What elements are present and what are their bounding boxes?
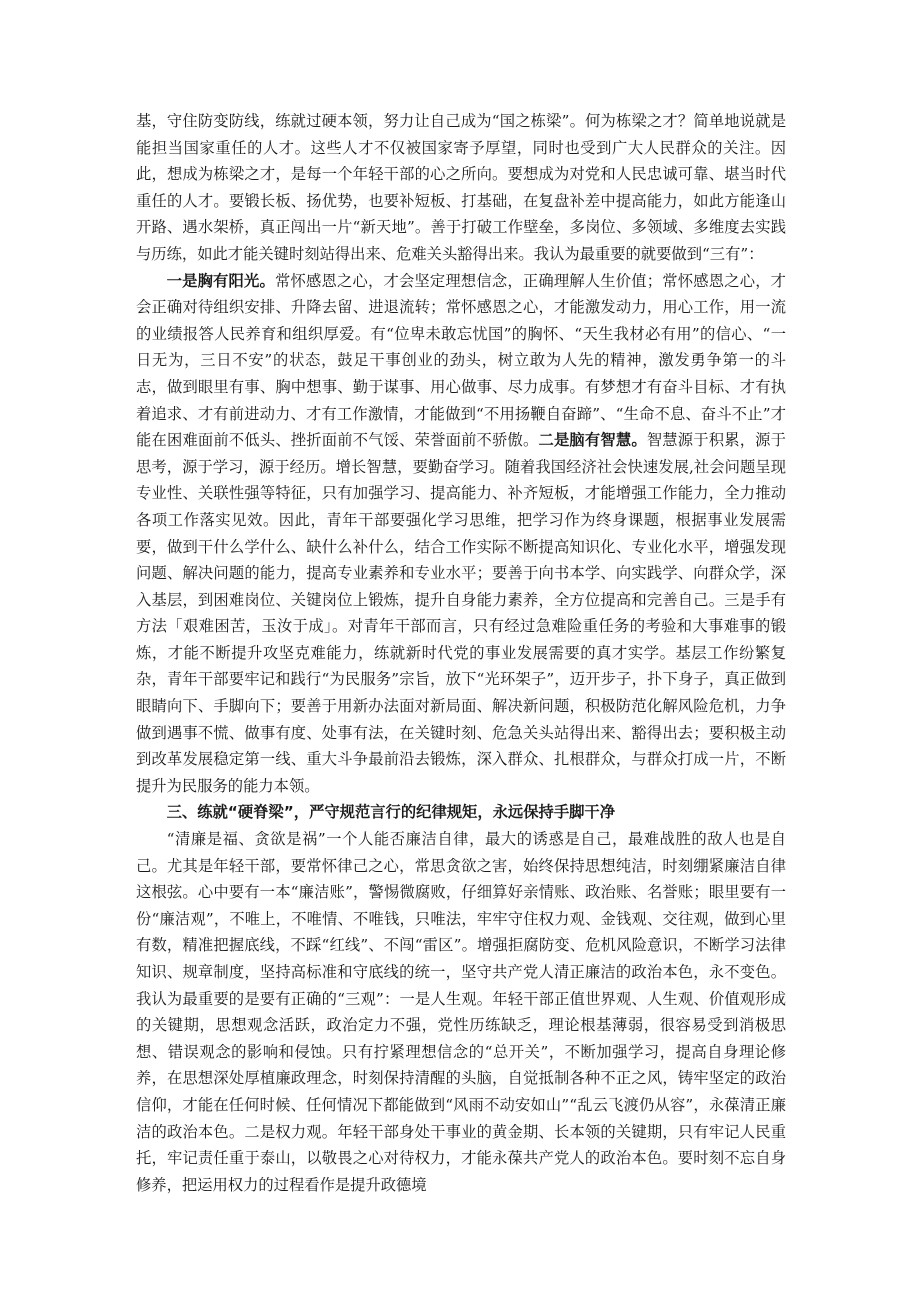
section-three-heading: 三、练就“硬脊梁”，严守规范言行的纪律规矩，永远保持手脚干净 — [166, 803, 616, 822]
point-two-heading: 二是脑有智慧。 — [538, 431, 647, 450]
document-page — [136, 108, 786, 1198]
paragraph-continuation: 基，守住防变防线，练就过硬本领，努力让自己成为“国之栋梁”。何为栋梁之才？简单地说就是能担当国家重任的人才。这些人才不仅被国家寄予厚望，同时也受到广大人民群众的关注。因此，想成为栋梁之才，是每一个年轻干部的心之所向。要想成为对党和人民忠诚可靠、堪当时代重任的人才。要锻长板、扬优势，也要补短板、打基础，在复盘补差中提高能力，如此方能逢山开路、遇水架桥，真正闯出一片“新天地”。善于打破工作壁垒，多岗位、多领域、多维度去实践与历练，如此才能关键时刻站得出来、危难关头豁得出来。我认为最重要的就要做到“三有”： — [136, 112, 786, 263]
paragraph-three-haves — [136, 268, 786, 800]
paragraph-integrity: “清廉是福、贪欲是祸”一个人能否廉洁自律，最大的诱惑是自己，最难战胜的敌人也是自己。尤其是年轻干部，要常怀律己之心，常思贪欲之害，始终保持思想纯洁，时刻绷紧廉洁自律这根弦。心中要有一本“廉洁账”，警惕微腐败，仔细算好亲情账、政治账、名誉账；眼里要有一份“廉洁观”，不唯上，不唯情、不唯钱，只唯法，牢牢守住权力观、金钱观、交往观，做到心里有数，精准把握底线，不踩“红线”、不闯“雷区”。增强拒腐防变、危机风险意识，不断学习法律知识、规章制度，坚持高标准和守底线的统一，坚守共产党人清正廉洁的政治本色，永不变色。我认为最重要的是要有正确的“三观”：一是人生观。年轻干部正值世界观、人生观、价值观形成的关键期，思想观念活跃，政治定力不强，党性历练缺乏，理论根基薄弱，很容易受到消极思想、错误观念的影响和侵蚀。只有拧紧理想信念的“总开关”，不断加强学习，提高自身理论修养，在思想深处厚植廉政理念，时刻保持清醒的头脑，自觉抵制各种不正之风，铸牢坚定的政治信仰，才能在任何时候、任何情况下都能做到“风雨不动安如山”“乱云飞渡仍从容”，永葆清正廉洁的政治本色。二是权力观。年轻干部身处干事业的黄金期、长本领的关键期，只有牢记人民重托，牢记责任重于泰山，以敬畏之心对待权力，才能永葆共产党人的政治本色。要时刻不忘自身修养，把运用权力的过程看作是提升政德境 — [136, 830, 786, 1194]
point-one-heading: 一是胸有阳光。 — [166, 271, 276, 290]
point-two-body: 智慧源于积累，源于思考，源于学习，源于经历。增长智慧，要勤奋学习。随着我国经济社会快速发展,社会问题呈现专业性、关联性强等特征，只有加强学习、提高能力、补齐短板，才能增强工作能力，全力推动各项工作落实见效。因此，青年干部要强化学习思维，把学习作为终身课题，根据事业发展需要，做到干什么学什么、缺什么补什么，结合工作实际不断提高知识化、专业化水平，增强发现问题、解决问题的能力，提高专业素养和专业水平；要善于向书本学、向实践学、向群众学，深入基层，到困难岗位、关键岗位上锻炼，提升自身能力素养，全方位提高和完善自己。三是手有方法「艰难困苦，玉汝于成」。对青年干部而言，只有经过急难险重任务的考验和大事难事的锻炼，才能不断提升攻坚克难能力，练就新时代党的事业发展需要的真才实学。基层工作纷繁复杂，青年干部要牢记和践行“为民服务”宗旨，放下“光环架子”，迈开步子，扑下身子，真正做到眼睛向下、手脚向下；要善于用新办法面对新局面、解决新问题，积极防范化解风险危机，力争做到遇事不慌、做事有度、处事有法，在关键时刻、危急关头站得出来、豁得出去；要积极主动到改革发展稳定第一线、重大斗争最前沿去锻炼，深入群众、扎根群众，与群众打成一片，不断提升为民服务的能力本领。 — [136, 431, 786, 795]
point-one-body: 常怀感恩之心，才会坚定理想信念，正确理解人生价值；常怀感恩之心，才会正确对待组织安排、升降去留、进退流转；常怀感恩之心，才能激发动力，用心工作，用一流的业绩报答人民养育和组织厚爱。有“位卑未敢忘忧国”的胸怀、“天生我材必有用”的信心、“一日无为，三日不安”的状态，鼓足干事创业的劲头，树立敢为人先的精神，激发勇争第一的斗志，做到眼里有事、胸中想事、勤于谋事、用心做事、尽力成事。有梦想才有奋斗目标、才有执着追求、才有前进动力、才有工作激情，才能做到“不用扬鞭自奋蹄”、“生命不息、奋斗不止”才能在困难面前不低头、挫折面前不气馁、荣誉面前不骄傲。 — [136, 271, 786, 450]
